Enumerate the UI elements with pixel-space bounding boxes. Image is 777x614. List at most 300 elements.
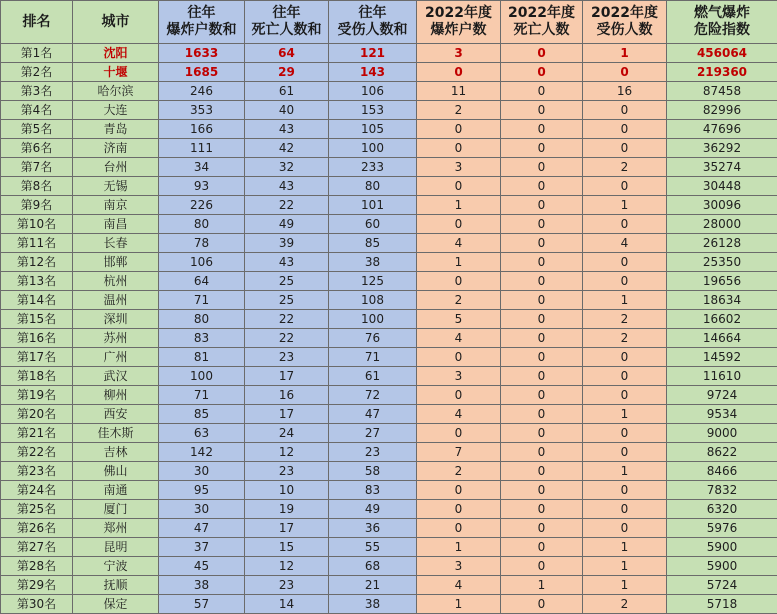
explosions-2022-cell: 2 (417, 291, 501, 310)
deaths-2022-cell: 0 (501, 291, 583, 310)
table-row (1, 462, 777, 481)
past-injuries-cell: 71 (329, 348, 417, 367)
explosions-2022-cell: 7 (417, 443, 501, 462)
header-text-line: 城市 (102, 14, 130, 30)
city-cell: 南京 (73, 196, 159, 215)
table-row (1, 82, 777, 101)
table-row (1, 348, 777, 367)
header-text-line: 往年 (188, 5, 216, 21)
city-cell: 沈阳 (73, 44, 159, 63)
past-explosions-cell: 71 (159, 291, 245, 310)
table-row (1, 215, 777, 234)
past-explosions-cell: 111 (159, 139, 245, 158)
header-text-line: 受伤人数和 (338, 22, 408, 38)
city-cell: 深圳 (73, 310, 159, 329)
past-injuries-cell: 55 (329, 538, 417, 557)
past-explosions-cell: 47 (159, 519, 245, 538)
explosions-2022-cell: 0 (417, 63, 501, 82)
explosions-2022-cell: 1 (417, 196, 501, 215)
explosions-2022-cell: 0 (417, 519, 501, 538)
injuries-2022-cell: 1 (583, 44, 667, 63)
city-cell: 大连 (73, 101, 159, 120)
past-explosions-cell: 30 (159, 462, 245, 481)
table-row (1, 367, 777, 386)
table-row (1, 595, 777, 614)
table-row (1, 443, 777, 462)
past-deaths-cell: 10 (245, 481, 329, 500)
risk-index-cell: 19656 (667, 272, 777, 291)
city-cell: 哈尔滨 (73, 82, 159, 101)
past-deaths-cell: 25 (245, 272, 329, 291)
header-text-line: 往年 (359, 5, 387, 21)
header-past-injuries (329, 1, 417, 44)
injuries-2022-cell: 2 (583, 329, 667, 348)
past-deaths-cell: 43 (245, 120, 329, 139)
explosions-2022-cell: 0 (417, 500, 501, 519)
past-explosions-cell: 353 (159, 101, 245, 120)
past-injuries-cell: 23 (329, 443, 417, 462)
rank-cell: 第12名 (1, 253, 73, 272)
past-injuries-cell: 68 (329, 557, 417, 576)
table-row (1, 481, 777, 500)
table-row (1, 329, 777, 348)
rank-cell: 第8名 (1, 177, 73, 196)
rank-cell: 第28名 (1, 557, 73, 576)
rank-cell: 第19名 (1, 386, 73, 405)
city-cell: 温州 (73, 291, 159, 310)
past-explosions-cell: 57 (159, 595, 245, 614)
injuries-2022-cell: 0 (583, 272, 667, 291)
header-text-line: 往年 (273, 5, 301, 21)
past-injuries-cell: 153 (329, 101, 417, 120)
risk-index-cell: 5900 (667, 557, 777, 576)
risk-index-cell: 7832 (667, 481, 777, 500)
city-cell: 南昌 (73, 215, 159, 234)
injuries-2022-cell: 0 (583, 63, 667, 82)
deaths-2022-cell: 0 (501, 234, 583, 253)
past-injuries-cell: 38 (329, 253, 417, 272)
rank-cell: 第1名 (1, 44, 73, 63)
explosions-2022-cell: 5 (417, 310, 501, 329)
risk-index-cell: 26128 (667, 234, 777, 253)
explosions-2022-cell: 0 (417, 215, 501, 234)
city-cell: 佛山 (73, 462, 159, 481)
table-row (1, 405, 777, 424)
deaths-2022-cell: 0 (501, 101, 583, 120)
past-deaths-cell: 23 (245, 576, 329, 595)
past-explosions-cell: 83 (159, 329, 245, 348)
rank-cell: 第30名 (1, 595, 73, 614)
rank-cell: 第2名 (1, 63, 73, 82)
injuries-2022-cell: 2 (583, 595, 667, 614)
rank-cell: 第14名 (1, 291, 73, 310)
city-cell: 厦门 (73, 500, 159, 519)
rank-cell: 第22名 (1, 443, 73, 462)
past-injuries-cell: 143 (329, 63, 417, 82)
city-cell: 保定 (73, 595, 159, 614)
header-text-line: 爆炸户数 (431, 22, 487, 38)
header-text-line: 排名 (23, 14, 51, 30)
past-injuries-cell: 106 (329, 82, 417, 101)
table-row (1, 234, 777, 253)
injuries-2022-cell: 4 (583, 234, 667, 253)
past-deaths-cell: 16 (245, 386, 329, 405)
rank-cell: 第27名 (1, 538, 73, 557)
deaths-2022-cell: 0 (501, 424, 583, 443)
city-cell: 台州 (73, 158, 159, 177)
header-2022-explosions (417, 1, 501, 44)
explosions-2022-cell: 0 (417, 424, 501, 443)
injuries-2022-cell: 0 (583, 386, 667, 405)
deaths-2022-cell: 0 (501, 329, 583, 348)
risk-index-cell: 456064 (667, 44, 777, 63)
rank-cell: 第3名 (1, 82, 73, 101)
injuries-2022-cell: 1 (583, 196, 667, 215)
city-cell: 十堰 (73, 63, 159, 82)
header-text-line: 2022年度 (425, 5, 492, 21)
risk-index-cell: 11610 (667, 367, 777, 386)
rank-cell: 第18名 (1, 367, 73, 386)
past-injuries-cell: 49 (329, 500, 417, 519)
city-cell: 抚顺 (73, 576, 159, 595)
table-row (1, 196, 777, 215)
explosions-2022-cell: 3 (417, 367, 501, 386)
past-deaths-cell: 24 (245, 424, 329, 443)
past-injuries-cell: 60 (329, 215, 417, 234)
past-deaths-cell: 22 (245, 196, 329, 215)
explosions-2022-cell: 0 (417, 481, 501, 500)
injuries-2022-cell: 0 (583, 500, 667, 519)
explosions-2022-cell: 2 (417, 101, 501, 120)
past-explosions-cell: 95 (159, 481, 245, 500)
table-row (1, 272, 777, 291)
past-deaths-cell: 22 (245, 310, 329, 329)
table-row (1, 310, 777, 329)
city-cell: 佳木斯 (73, 424, 159, 443)
risk-index-cell: 6320 (667, 500, 777, 519)
table-row (1, 424, 777, 443)
injuries-2022-cell: 1 (583, 557, 667, 576)
table-row (1, 44, 777, 63)
header-risk-index (667, 1, 777, 44)
past-deaths-cell: 40 (245, 101, 329, 120)
table-row (1, 63, 777, 82)
past-deaths-cell: 15 (245, 538, 329, 557)
deaths-2022-cell: 0 (501, 215, 583, 234)
explosions-2022-cell: 2 (417, 462, 501, 481)
explosions-2022-cell: 3 (417, 557, 501, 576)
rank-cell: 第7名 (1, 158, 73, 177)
table-row (1, 291, 777, 310)
explosions-2022-cell: 1 (417, 538, 501, 557)
table-row (1, 120, 777, 139)
header-row (1, 1, 777, 44)
past-explosions-cell: 100 (159, 367, 245, 386)
past-deaths-cell: 49 (245, 215, 329, 234)
explosions-2022-cell: 0 (417, 386, 501, 405)
past-injuries-cell: 100 (329, 310, 417, 329)
city-cell: 苏州 (73, 329, 159, 348)
injuries-2022-cell: 1 (583, 291, 667, 310)
past-injuries-cell: 72 (329, 386, 417, 405)
rank-cell: 第10名 (1, 215, 73, 234)
past-injuries-cell: 83 (329, 481, 417, 500)
past-deaths-cell: 61 (245, 82, 329, 101)
past-explosions-cell: 81 (159, 348, 245, 367)
city-cell: 广州 (73, 348, 159, 367)
past-injuries-cell: 58 (329, 462, 417, 481)
city-cell: 柳州 (73, 386, 159, 405)
risk-index-cell: 18634 (667, 291, 777, 310)
header-text-line: 受伤人数 (597, 22, 653, 38)
risk-index-cell: 30448 (667, 177, 777, 196)
table-row (1, 158, 777, 177)
past-explosions-cell: 226 (159, 196, 245, 215)
header-text-line: 危险指数 (694, 22, 750, 38)
explosions-2022-cell: 0 (417, 177, 501, 196)
past-explosions-cell: 38 (159, 576, 245, 595)
header-text-line: 2022年度 (508, 5, 575, 21)
past-injuries-cell: 36 (329, 519, 417, 538)
past-explosions-cell: 64 (159, 272, 245, 291)
rank-cell: 第25名 (1, 500, 73, 519)
city-cell: 无锡 (73, 177, 159, 196)
rank-cell: 第23名 (1, 462, 73, 481)
rank-cell: 第9名 (1, 196, 73, 215)
past-injuries-cell: 105 (329, 120, 417, 139)
deaths-2022-cell: 0 (501, 595, 583, 614)
risk-index-cell: 28000 (667, 215, 777, 234)
risk-index-cell: 8466 (667, 462, 777, 481)
explosions-2022-cell: 4 (417, 576, 501, 595)
past-injuries-cell: 101 (329, 196, 417, 215)
rank-cell: 第11名 (1, 234, 73, 253)
table-row (1, 576, 777, 595)
past-deaths-cell: 42 (245, 139, 329, 158)
city-cell: 青岛 (73, 120, 159, 139)
table-row (1, 101, 777, 120)
past-explosions-cell: 93 (159, 177, 245, 196)
header-past-explosions (159, 1, 245, 44)
injuries-2022-cell: 1 (583, 462, 667, 481)
past-injuries-cell: 233 (329, 158, 417, 177)
deaths-2022-cell: 0 (501, 538, 583, 557)
past-explosions-cell: 106 (159, 253, 245, 272)
past-explosions-cell: 78 (159, 234, 245, 253)
city-cell: 昆明 (73, 538, 159, 557)
past-deaths-cell: 64 (245, 44, 329, 63)
past-injuries-cell: 100 (329, 139, 417, 158)
past-deaths-cell: 19 (245, 500, 329, 519)
past-explosions-cell: 30 (159, 500, 245, 519)
past-deaths-cell: 39 (245, 234, 329, 253)
injuries-2022-cell: 0 (583, 443, 667, 462)
injuries-2022-cell: 0 (583, 424, 667, 443)
past-injuries-cell: 121 (329, 44, 417, 63)
injuries-2022-cell: 2 (583, 310, 667, 329)
risk-index-cell: 35274 (667, 158, 777, 177)
past-explosions-cell: 71 (159, 386, 245, 405)
injuries-2022-cell: 1 (583, 576, 667, 595)
risk-index-cell: 87458 (667, 82, 777, 101)
past-deaths-cell: 12 (245, 443, 329, 462)
deaths-2022-cell: 0 (501, 177, 583, 196)
deaths-2022-cell: 0 (501, 196, 583, 215)
past-injuries-cell: 21 (329, 576, 417, 595)
past-explosions-cell: 80 (159, 215, 245, 234)
past-deaths-cell: 22 (245, 329, 329, 348)
table-row (1, 557, 777, 576)
past-explosions-cell: 166 (159, 120, 245, 139)
injuries-2022-cell: 0 (583, 101, 667, 120)
past-injuries-cell: 61 (329, 367, 417, 386)
injuries-2022-cell: 1 (583, 405, 667, 424)
past-explosions-cell: 63 (159, 424, 245, 443)
injuries-2022-cell: 0 (583, 481, 667, 500)
injuries-2022-cell: 0 (583, 367, 667, 386)
risk-index-cell: 5718 (667, 595, 777, 614)
past-deaths-cell: 23 (245, 462, 329, 481)
past-injuries-cell: 76 (329, 329, 417, 348)
header-city (73, 1, 159, 44)
injuries-2022-cell: 0 (583, 253, 667, 272)
city-cell: 西安 (73, 405, 159, 424)
injuries-2022-cell: 0 (583, 139, 667, 158)
risk-index-cell: 14664 (667, 329, 777, 348)
injuries-2022-cell: 0 (583, 215, 667, 234)
risk-index-cell: 5900 (667, 538, 777, 557)
city-cell: 郑州 (73, 519, 159, 538)
injuries-2022-cell: 2 (583, 158, 667, 177)
past-deaths-cell: 32 (245, 158, 329, 177)
risk-index-cell: 8622 (667, 443, 777, 462)
header-text-line: 死亡人数 (514, 22, 570, 38)
deaths-2022-cell: 0 (501, 120, 583, 139)
deaths-2022-cell: 0 (501, 310, 583, 329)
past-deaths-cell: 25 (245, 291, 329, 310)
deaths-2022-cell: 0 (501, 405, 583, 424)
past-explosions-cell: 37 (159, 538, 245, 557)
risk-index-cell: 14592 (667, 348, 777, 367)
injuries-2022-cell: 0 (583, 348, 667, 367)
rank-cell: 第24名 (1, 481, 73, 500)
injuries-2022-cell: 1 (583, 538, 667, 557)
risk-index-cell: 9724 (667, 386, 777, 405)
city-cell: 邯郸 (73, 253, 159, 272)
past-deaths-cell: 14 (245, 595, 329, 614)
header-text-line: 燃气爆炸 (694, 5, 750, 21)
explosions-2022-cell: 1 (417, 595, 501, 614)
deaths-2022-cell: 0 (501, 348, 583, 367)
past-deaths-cell: 17 (245, 367, 329, 386)
risk-index-cell: 5724 (667, 576, 777, 595)
rank-cell: 第15名 (1, 310, 73, 329)
past-injuries-cell: 125 (329, 272, 417, 291)
explosions-2022-cell: 0 (417, 120, 501, 139)
city-cell: 长春 (73, 234, 159, 253)
table-row (1, 500, 777, 519)
deaths-2022-cell: 0 (501, 367, 583, 386)
deaths-2022-cell: 0 (501, 462, 583, 481)
deaths-2022-cell: 0 (501, 443, 583, 462)
city-cell: 武汉 (73, 367, 159, 386)
rank-cell: 第20名 (1, 405, 73, 424)
risk-index-cell: 9534 (667, 405, 777, 424)
injuries-2022-cell: 0 (583, 120, 667, 139)
rank-cell: 第6名 (1, 139, 73, 158)
explosions-2022-cell: 11 (417, 82, 501, 101)
explosions-2022-cell: 4 (417, 234, 501, 253)
past-explosions-cell: 1685 (159, 63, 245, 82)
explosions-2022-cell: 0 (417, 272, 501, 291)
past-deaths-cell: 29 (245, 63, 329, 82)
risk-index-cell: 36292 (667, 139, 777, 158)
past-deaths-cell: 23 (245, 348, 329, 367)
header-rank (1, 1, 73, 44)
explosions-2022-cell: 4 (417, 329, 501, 348)
city-cell: 宁波 (73, 557, 159, 576)
past-explosions-cell: 85 (159, 405, 245, 424)
table-row (1, 139, 777, 158)
deaths-2022-cell: 0 (501, 272, 583, 291)
past-explosions-cell: 80 (159, 310, 245, 329)
past-injuries-cell: 85 (329, 234, 417, 253)
header-text-line: 爆炸户数和 (167, 22, 237, 38)
rank-cell: 第5名 (1, 120, 73, 139)
table-row (1, 253, 777, 272)
header-text-line: 2022年度 (591, 5, 658, 21)
deaths-2022-cell: 0 (501, 557, 583, 576)
table-body (1, 44, 777, 614)
explosions-2022-cell: 0 (417, 348, 501, 367)
past-explosions-cell: 34 (159, 158, 245, 177)
risk-index-cell: 9000 (667, 424, 777, 443)
header-past-deaths (245, 1, 329, 44)
deaths-2022-cell: 0 (501, 158, 583, 177)
deaths-2022-cell: 0 (501, 253, 583, 272)
explosions-2022-cell: 3 (417, 158, 501, 177)
risk-index-cell: 47696 (667, 120, 777, 139)
rank-cell: 第4名 (1, 101, 73, 120)
past-injuries-cell: 108 (329, 291, 417, 310)
past-deaths-cell: 43 (245, 177, 329, 196)
header-text-line: 死亡人数和 (252, 22, 322, 38)
past-explosions-cell: 45 (159, 557, 245, 576)
deaths-2022-cell: 0 (501, 519, 583, 538)
table-row (1, 538, 777, 557)
explosions-2022-cell: 1 (417, 253, 501, 272)
past-deaths-cell: 17 (245, 405, 329, 424)
header-2022-deaths (501, 1, 583, 44)
explosions-2022-cell: 3 (417, 44, 501, 63)
rank-cell: 第29名 (1, 576, 73, 595)
city-cell: 南通 (73, 481, 159, 500)
past-injuries-cell: 27 (329, 424, 417, 443)
injuries-2022-cell: 0 (583, 519, 667, 538)
risk-index-cell: 16602 (667, 310, 777, 329)
risk-index-cell: 5976 (667, 519, 777, 538)
injuries-2022-cell: 16 (583, 82, 667, 101)
table-row (1, 386, 777, 405)
deaths-2022-cell: 0 (501, 481, 583, 500)
deaths-2022-cell: 0 (501, 63, 583, 82)
table-row (1, 177, 777, 196)
deaths-2022-cell: 0 (501, 139, 583, 158)
past-explosions-cell: 246 (159, 82, 245, 101)
deaths-2022-cell: 0 (501, 44, 583, 63)
risk-index-cell: 30096 (667, 196, 777, 215)
table-row (1, 519, 777, 538)
